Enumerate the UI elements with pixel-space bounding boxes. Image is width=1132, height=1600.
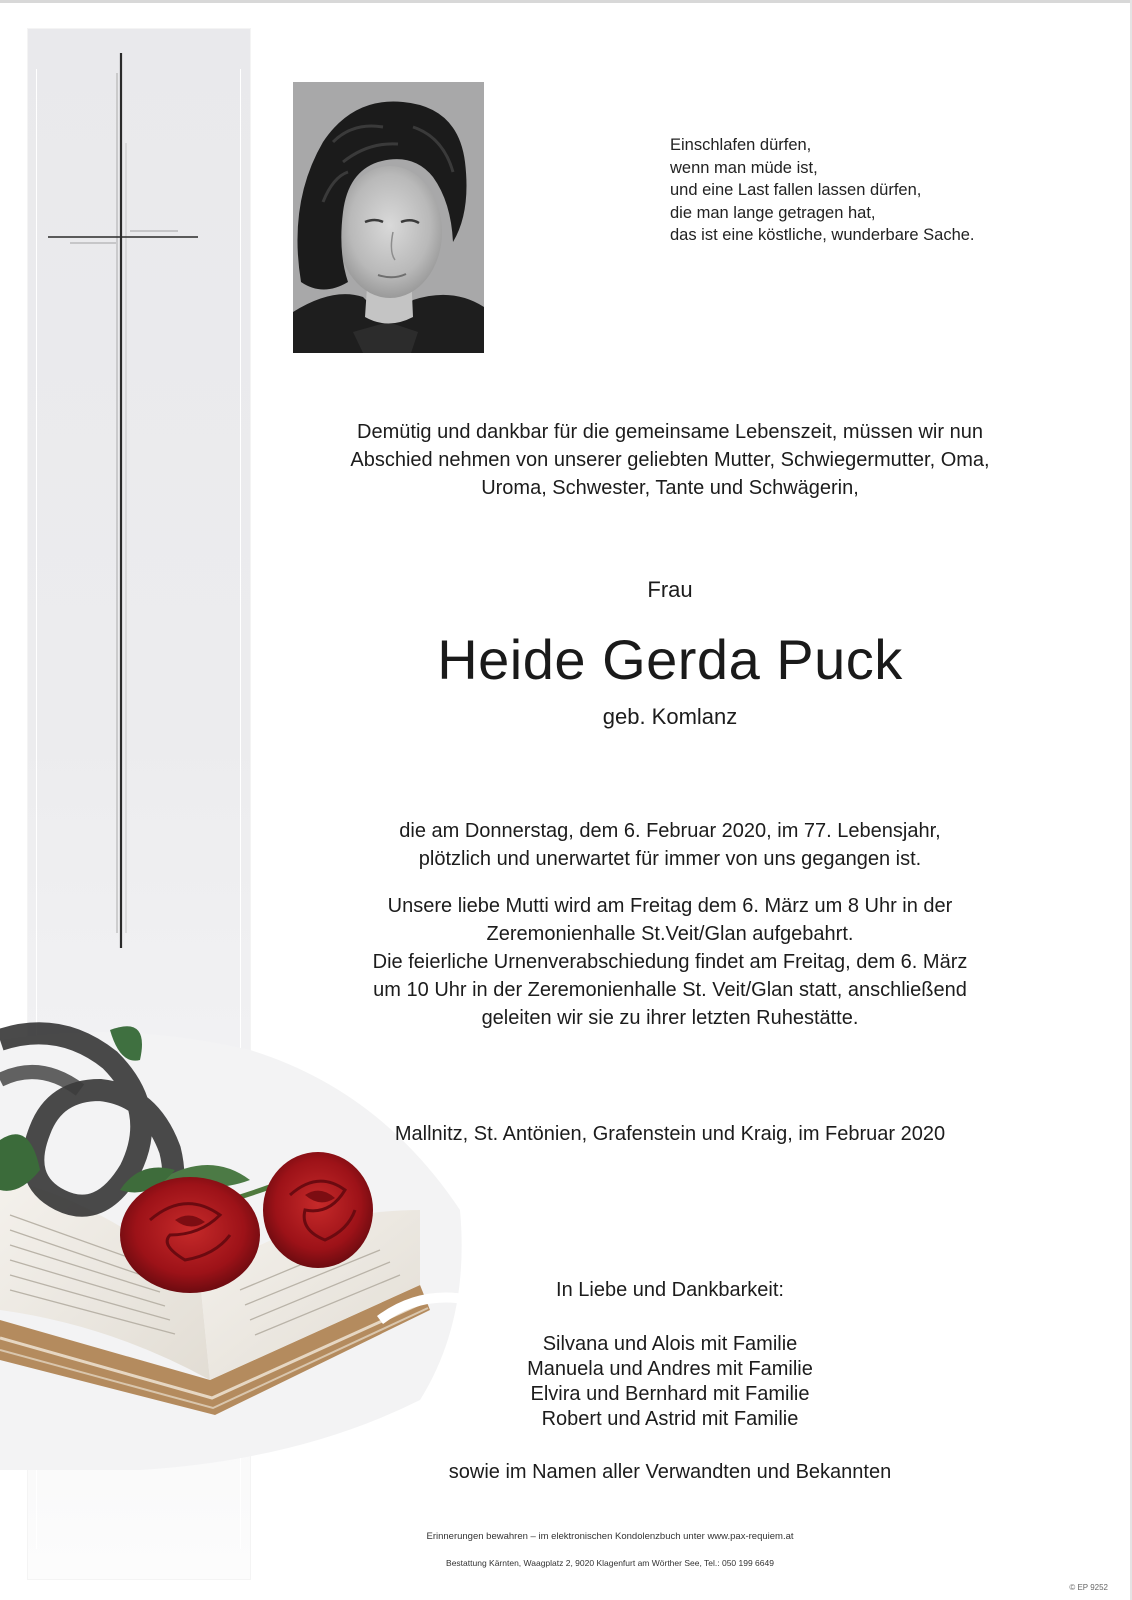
intro-paragraph bbox=[290, 418, 1050, 502]
verse-line: wenn man müde ist, bbox=[670, 158, 818, 177]
deceased-title: Frau bbox=[647, 577, 693, 602]
funeral-info bbox=[290, 892, 1050, 1032]
portrait-photo bbox=[293, 82, 484, 353]
funeral-info-line: um 10 Uhr in der Zeremonienhalle St. Veit/Glan statt, anschließend bbox=[373, 979, 967, 1001]
death-notice-line: plötzlich und unerwartet für immer von uns gegangen ist. bbox=[418, 848, 922, 870]
verse-line: das ist eine köstliche, wunderbare Sache. bbox=[670, 226, 975, 244]
intro-line: Abschied nehmen von unserer geliebten Mutter, Schwiegermutter, Oma, bbox=[350, 449, 990, 471]
mourner: Elvira und Bernhard mit Familie bbox=[530, 1383, 810, 1405]
dedication: In Liebe und Dankbarkeit: bbox=[556, 1279, 784, 1301]
verse-line: und eine Last fallen lassen dürfen, bbox=[670, 181, 922, 199]
template-code: © EP 9252 bbox=[1069, 1583, 1108, 1592]
death-notice-line: die am Donnerstag, dem 6. Februar 2020, im 77. Lebensjahr, bbox=[399, 820, 941, 842]
deceased-name: Heide Gerda Puck bbox=[437, 628, 903, 691]
mourners-list bbox=[290, 1332, 1050, 1432]
intro-line: Uroma, Schwester, Tante und Schwägerin, bbox=[481, 477, 859, 499]
mourner: Robert und Astrid mit Familie bbox=[541, 1408, 799, 1430]
footer-undertaker: Bestattung Kärnten, Waagplatz 2, 9020 Klagenfurt am Wörther See, Tel.: 050 199 6649 bbox=[446, 1558, 774, 1568]
deceased-birth-name: geb. Komlanz bbox=[602, 704, 738, 729]
mourner: Manuela und Andres mit Familie bbox=[527, 1358, 813, 1380]
cross-icon bbox=[48, 53, 198, 948]
intro-line: Demütig und dankbar für die gemeinsame Lebenszeit, müssen wir nun bbox=[357, 421, 983, 443]
funeral-info-line: Zeremonienhalle St.Veit/Glan aufgebahrt. bbox=[486, 923, 854, 945]
verse-line: Einschlafen dürfen, bbox=[670, 136, 812, 154]
death-notice bbox=[290, 817, 1050, 873]
funeral-info-line: Die feierliche Urnenverabschiedung findet am Freitag, dem 6. März bbox=[372, 951, 968, 973]
verse bbox=[670, 134, 1090, 247]
relatives-line: sowie im Namen aller Verwandten und Bekannten bbox=[448, 1461, 892, 1483]
scan-edge-top bbox=[0, 0, 1132, 3]
funeral-info-line: geleiten wir sie zu ihrer letzten Ruhestätte. bbox=[481, 1007, 859, 1029]
footer-condolence: Erinnerungen bewahren – im elektronischen Kondolenzbuch unter www.pax-requiem.at bbox=[426, 1531, 794, 1542]
funeral-info-line: Unsere liebe Mutti wird am Freitag dem 6. März um 8 Uhr in der bbox=[387, 895, 953, 917]
verse-line: die man lange getragen hat, bbox=[670, 203, 876, 222]
place-and-date: Mallnitz, St. Antönien, Grafenstein und Kraig, im Februar 2020 bbox=[394, 1123, 946, 1145]
mourner: Silvana und Alois mit Familie bbox=[542, 1333, 798, 1355]
